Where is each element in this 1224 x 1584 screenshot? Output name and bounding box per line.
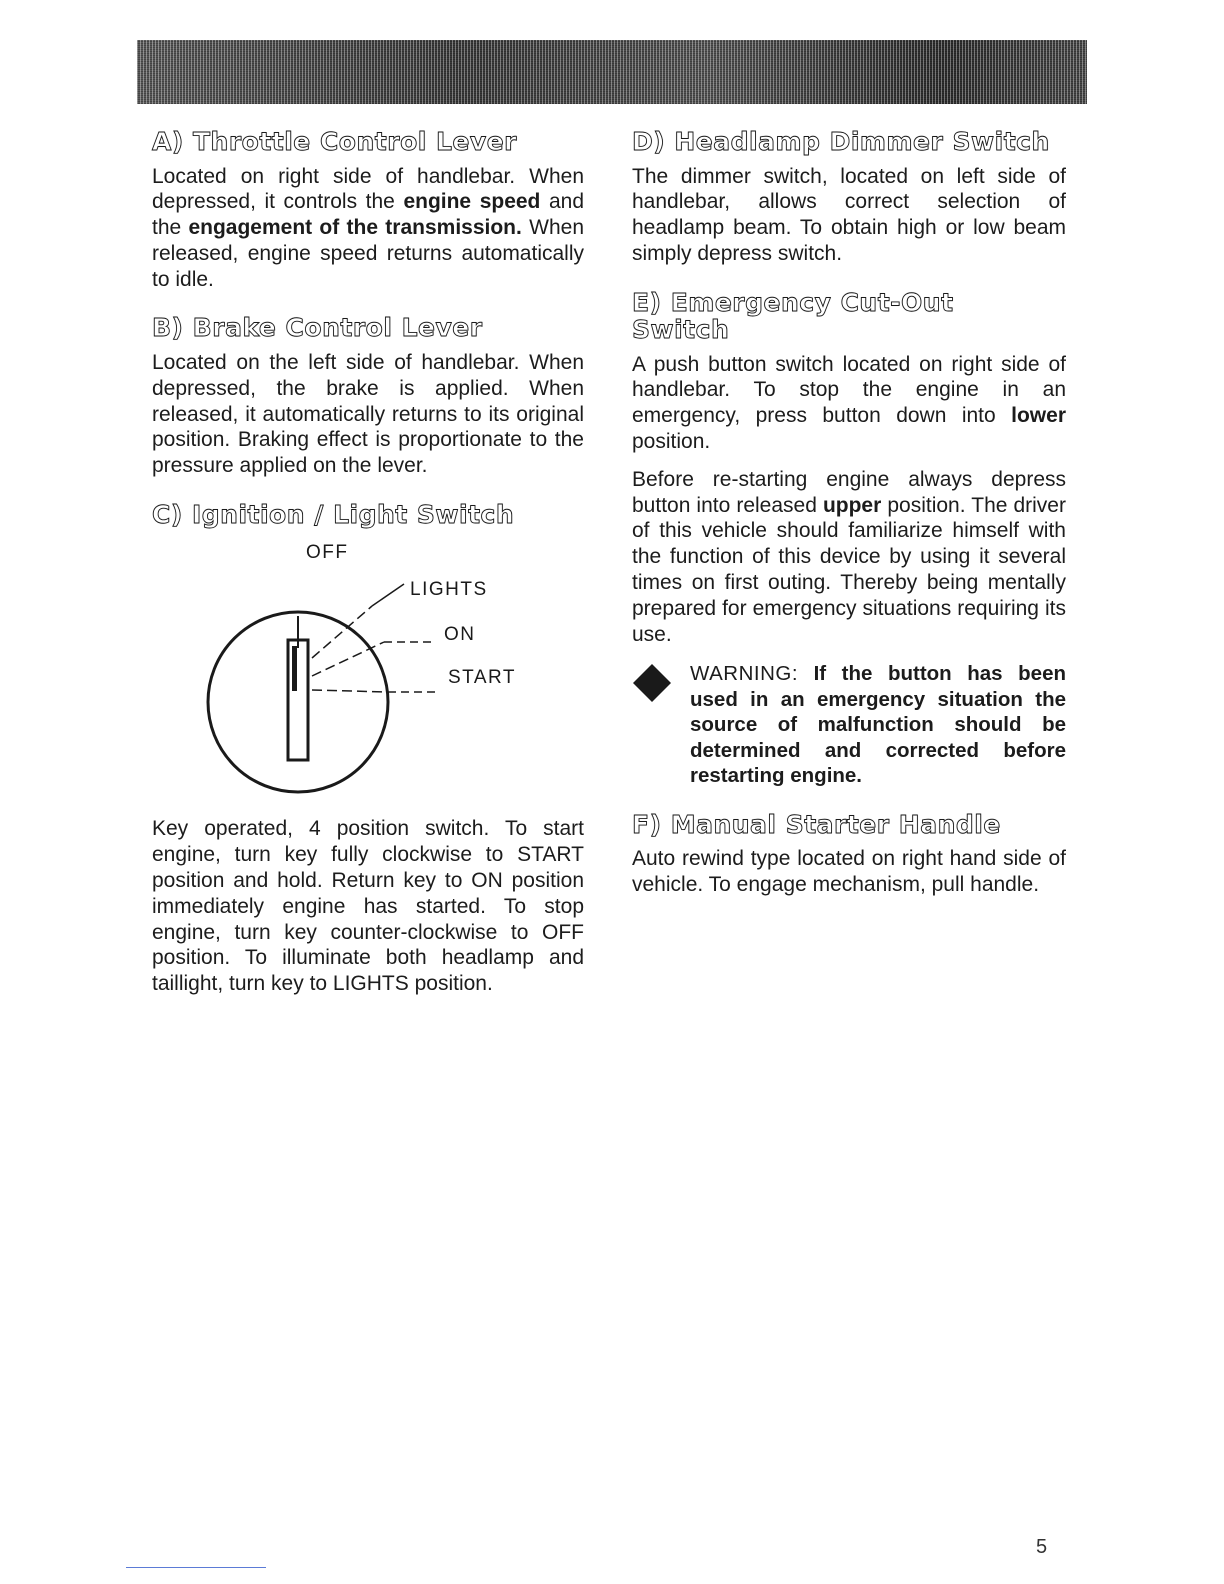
warning-diamond-icon (632, 663, 672, 707)
emergency-body-2: Before re-starting engine always depress button into released upper position. The driver of this vehicle should familiarize himself with the function of this device by using it several times on first outing. Thereby being mentally prepared for emergency situations requiring its use. (632, 467, 1066, 646)
ignition-switch-drawing (152, 536, 584, 808)
section-starter (632, 811, 1066, 898)
header-banner (137, 40, 1087, 104)
page-number: 5 (1036, 1536, 1048, 1558)
section-brake (152, 314, 584, 478)
label-start: START (448, 667, 517, 689)
brake-body: Located on the left side of handlebar. When depressed, the brake is applied. When released, it automatically returns to its original position. Braking effect is proportionate to the pressure applied on the lever. (152, 350, 584, 478)
section-headlamp (632, 128, 1066, 267)
right-column (632, 128, 1066, 920)
heading-brake: B) Brake Control Lever (152, 313, 483, 343)
heading-emergency: E) Emergency Cut-Out Switch (632, 287, 954, 345)
section-throttle (152, 128, 584, 292)
section-ignition (152, 501, 584, 997)
heading-throttle: A) Throttle Control Lever (152, 127, 517, 156)
heading-headlamp: D) Headlamp Dimmer Switch (632, 127, 1050, 156)
warning-block (632, 661, 1066, 789)
label-off: OFF (306, 542, 349, 564)
label-lights: LIGHTS (410, 579, 488, 601)
emergency-body-1: A push button switch located on right side of handlebar. To stop the engine in an emergency, press button down into lower position. (632, 352, 1066, 454)
label-on: ON (444, 624, 476, 646)
section-emergency (632, 289, 1066, 789)
warning-text: WARNING: If the button has been used in an emergency situation the source of malfunction should be determined and corrected before restarting engine. (690, 662, 1066, 788)
left-column (152, 128, 584, 997)
headlamp-body: The dimmer switch, located on left side of handlebar, allows correct selection of headlamp beam. To obtain high or low beam simply depress switch. (632, 164, 1066, 265)
starter-body: Auto rewind type located on right hand side of vehicle. To engage mechanism, pull handle. (632, 847, 1066, 897)
heading-starter: F) Manual Starter Handle (632, 809, 1001, 839)
footer-rule (126, 1567, 266, 1568)
ignition-switch-diagram (152, 536, 584, 808)
ignition-body: Key operated, 4 position switch. To start engine, turn key fully clockwise to START position and hold. Return key to ON position immediately engine has started. To stop engine, turn key counter-clockwise to OFF position. To illuminate both headlamp and taillight, turn key to LIGHTS position. (152, 817, 584, 996)
heading-ignition: C) Ignition / Light Switch (152, 499, 515, 529)
throttle-body: Located on right side of handlebar. When depressed, it controls the engine speed and the engagement of the transmission. When released, engine speed returns automatically to idle. (152, 164, 585, 291)
